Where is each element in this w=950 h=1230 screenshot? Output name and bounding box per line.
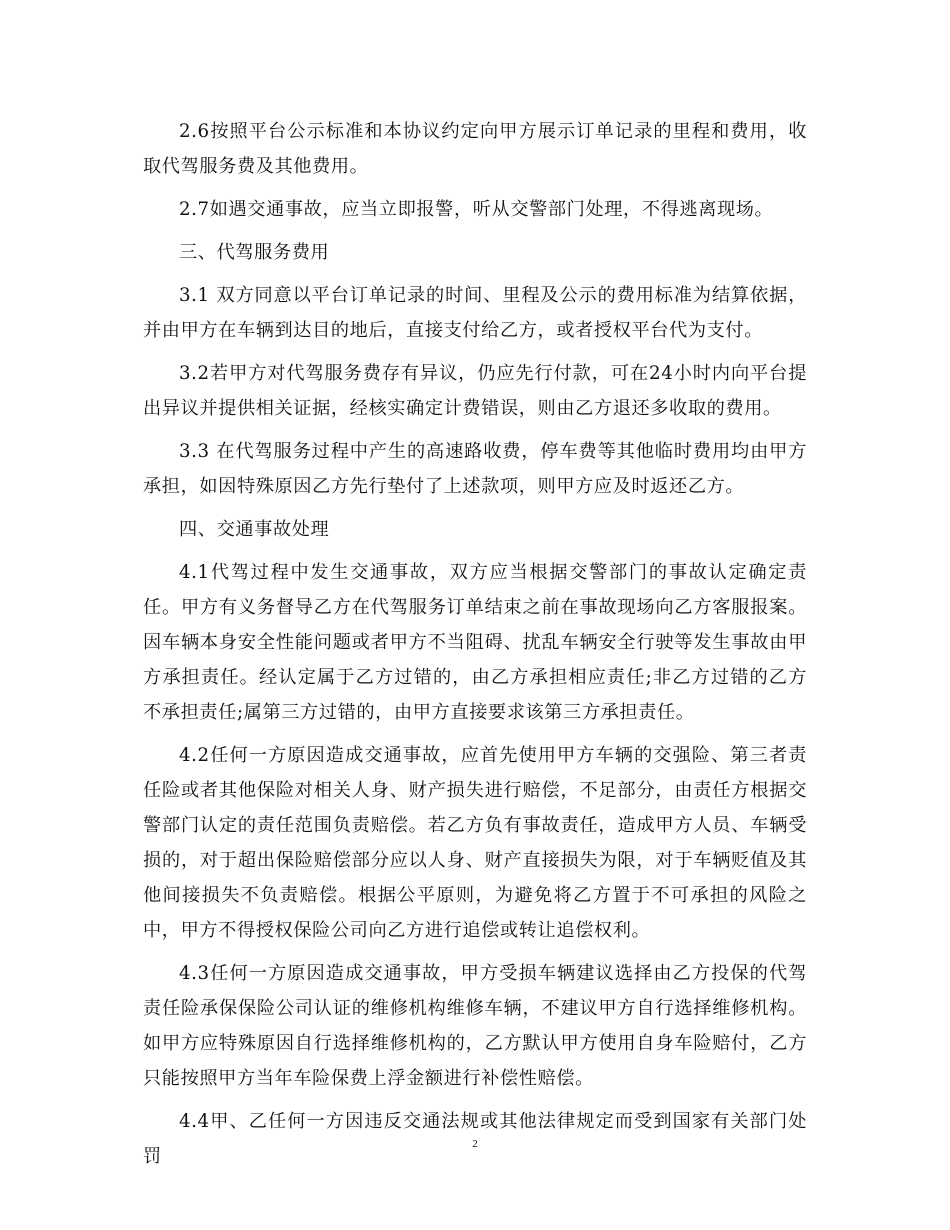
- clause-2-6: 2.6按照平台公示标准和本协议约定向甲方展示订单记录的里程和费用，收取代驾服务费及其他费用。: [143, 121, 807, 177]
- clause-4-1: 4.1代驾过程中发生交通事故，双方应当根据交警部门的事故认定确定责任。甲方有义务督导乙方在代驾服务订单结束之前在事故现场向乙方客服报案。因车辆本身安全性能问题或者甲方不当阻碍、扰乱车辆安全行驶等发生事故由甲方承担责任。经认定属于乙方过错的，由乙方承担相应责任;非乙方过错的乙方不承担责任;属第三方过错的，由甲方直接要求该第三方承担责任。: [143, 562, 807, 723]
- clause-2-7: 2.7如遇交通事故，应当立即报警，听从交警部门处理，不得逃离现场。: [179, 199, 774, 220]
- clause-4-4: 4.4甲、乙任何一方因违反交通法规或其他法律规定而受到国家有关部门处罚: [143, 1111, 807, 1167]
- clause-4-2: 4.2任何一方原因造成交通事故，应首先使用甲方车辆的交强险、第三者责任险或者其他保险对相关人身、财产损失进行赔偿，不足部分，由责任方根据交警部门认定的责任范围负责赔偿。若乙方负有事故责任，造成甲方人员、车辆受损的，对于超出保险赔偿部分应以人身、财产直接损失为限，对于车辆贬值及其他间接损失不负责赔偿。根据公平原则，为避免将乙方置于不可承担的风险之中，甲方不得授权保险公司向乙方进行追偿或转让追偿权利。: [143, 745, 807, 941]
- section-heading-accidents: 四、交通事故处理: [179, 519, 330, 540]
- clause-4-3: 4.3任何一方原因造成交通事故，甲方受损车辆建议选择由乙方投保的代驾责任险承保保险公司认证的维修机构维修车辆，不建议甲方自行选择维修机构。如甲方应特殊原因自行选择维修机构的，乙方默认甲方使用自身车险赔付，乙方只能按照甲方当年车险保费上浮金额进行补偿性赔偿。: [143, 963, 807, 1089]
- page-number: 2: [472, 1138, 478, 1150]
- clause-3-1: 3.1 双方同意以平台订单记录的时间、里程及公示的费用标准为结算依据，并由甲方在车辆到达目的地后，直接支付给乙方，或者授权平台代为支付。: [143, 285, 807, 341]
- clause-3-2: 3.2若甲方对代驾服务费存有异议，仍应先行付款，可在24小时内向平台提出异议并提供相关证据，经核实确定计费错误，则由乙方退还多收取的费用。: [143, 363, 807, 419]
- document-body: [143, 114, 807, 1182]
- clause-3-3: 3.3 在代驾服务过程中产生的高速路收费，停车费等其他临时费用均由甲方承担，如因特殊原因乙方先行垫付了上述款项，则甲方应及时返还乙方。: [143, 441, 807, 497]
- section-heading-fees: 三、代驾服务费用: [179, 242, 330, 263]
